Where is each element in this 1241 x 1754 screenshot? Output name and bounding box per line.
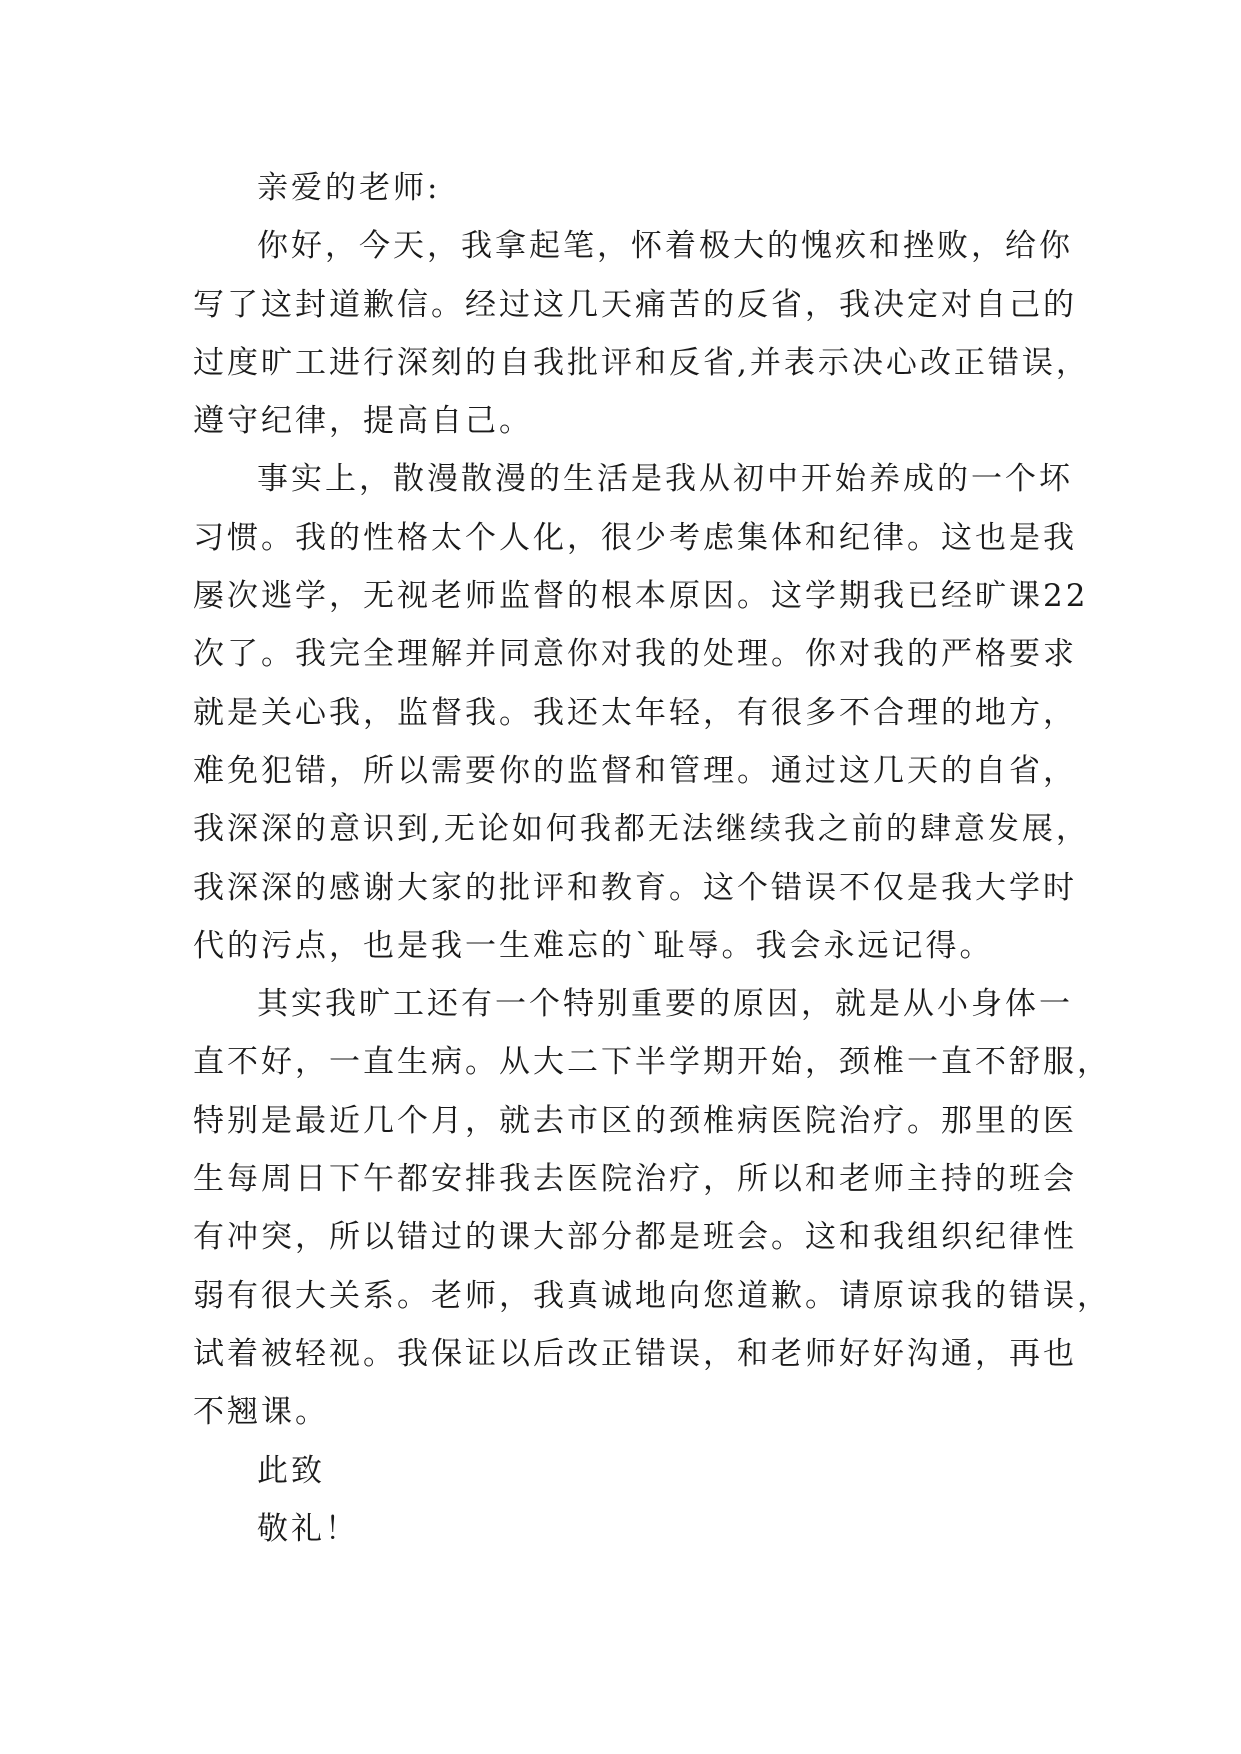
paragraph-line: 次了。我完全理解并同意你对我的处理。你对我的严格要求	[193, 636, 1077, 673]
paragraph-3	[193, 975, 1111, 1441]
paragraph-line: 我深深的感谢大家的批评和教育。这个错误不仅是我大学时	[193, 869, 1077, 906]
paragraph-line: 事实上，散漫散漫的生活是我从初中开始养成的一个坏	[257, 461, 1073, 498]
paragraph-line: 有冲突，所以错过的课大部分都是班会。这和我组织纪律性	[193, 1219, 1077, 1256]
paragraph-line: 难免犯错，所以需要你的监督和管理。通过这几天的自省，	[193, 752, 1077, 789]
paragraph-line: 我深深的意识到,无论如何我都无法继续我之前的肆意发展，	[193, 811, 1090, 848]
paragraph-line: 过度旷工进行深刻的自我批评和反省,并表示决心改正错误，	[193, 344, 1090, 381]
closing-regards: 此致	[257, 1452, 325, 1489]
paragraph-line: 特别是最近几个月，就去市区的颈椎病医院治疗。那里的医	[193, 1102, 1077, 1139]
paragraph-line: 弱有很大关系。老师，我真诚地向您道歉。请原谅我的错误，	[193, 1277, 1111, 1314]
salutation: 亲爱的老师:	[257, 170, 441, 206]
paragraph-line: 其实我旷工还有一个特别重要的原因，就是从小身体一	[257, 986, 1073, 1023]
paragraph-line: 遵守纪律，提高自己。	[193, 403, 533, 440]
letter-body	[193, 159, 1111, 1558]
paragraph-line: 屡次逃学，无视老师监督的根本原因。这学期我已经旷课22	[193, 578, 1089, 615]
paragraph-2	[193, 450, 1090, 975]
paragraph-line: 生每周日下午都安排我去医院治疗，所以和老师主持的班会	[193, 1161, 1077, 1198]
paragraph-line: 不翘课。	[193, 1394, 329, 1431]
paragraph-1	[193, 217, 1090, 450]
paragraph-line: 写了这封道歉信。经过这几天痛苦的反省，我决定对自己的	[193, 286, 1077, 323]
paragraph-line: 试着被轻视。我保证以后改正错误，和老师好好沟通，再也	[193, 1335, 1077, 1372]
paragraph-line: 习惯。我的性格太个人化，很少考虑集体和纪律。这也是我	[193, 519, 1077, 556]
paragraph-line: 你好，今天，我拿起笔，怀着极大的愧疚和挫败，给你	[257, 228, 1073, 265]
paragraph-line: 代的污点，也是我一生难忘的`耻辱。我会永远记得。	[193, 927, 994, 964]
paragraph-line: 直不好，一直生病。从大二下半学期开始，颈椎一直不舒服，	[193, 1044, 1111, 1081]
paragraph-line: 就是关心我，监督我。我还太年轻，有很多不合理的地方，	[193, 694, 1077, 731]
closing-salute: 敬礼！	[257, 1510, 359, 1547]
